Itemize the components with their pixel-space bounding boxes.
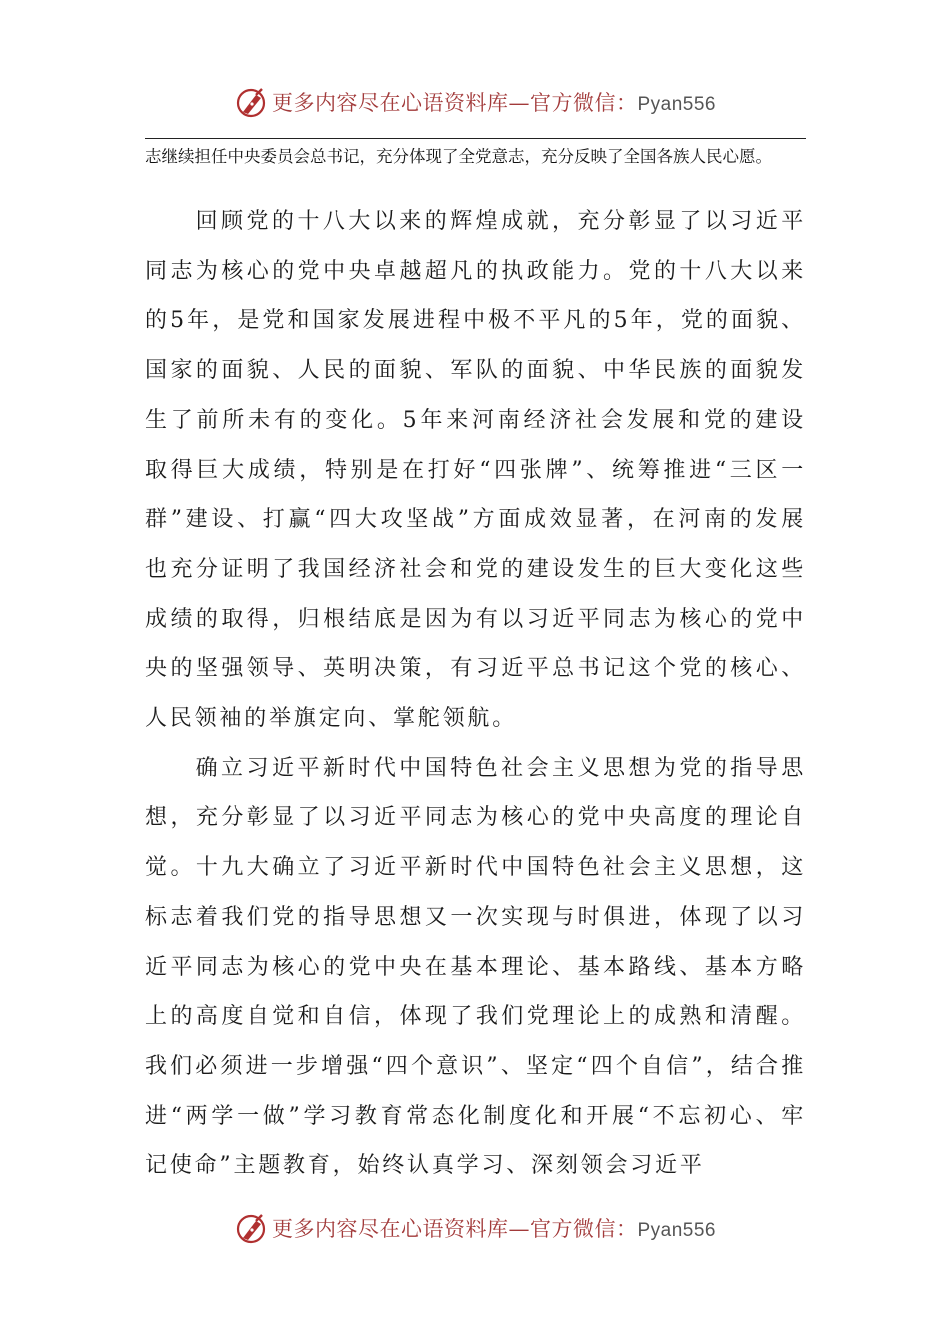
banner-wechat-id: Pyan556: [637, 94, 716, 115]
header-rule: [145, 138, 806, 139]
banner-text: 更多内容尽在心语资料库—官方微信：Pyan556: [271, 1217, 716, 1241]
lead-text: 志继续担任中央委员会总书记，充分体现了全党意志，充分反映了全国各族人民心愿。: [145, 147, 772, 166]
paragraph-2: 确立习近平新时代中国特色社会主义思想为党的指导思想，充分彰显了以习近平同志为核心的党中央高度的理论自觉。十九大确立了习近平新时代中国特色社会主义思想，这标志着我们党的指导思想又一次实现与时俱进，体现了以习近平同志为核心的党中央在基本理论、基本路线、基本方略上的高度自觉和自信，体现了我们党理论上的成熟和清醒。我们必须进一步增强“四个意识”、坚定“四个自信”，结合推进“两学一做”学习教育常态化制度化和开展“不忘初心、牢记使命”主题教育，始终认真学习、深刻领会习近平: [145, 755, 806, 1179]
banner-wechat-id: Pyan556: [637, 1220, 716, 1241]
header-banner: [0, 82, 950, 122]
pen-nib-logo-icon: [234, 1211, 268, 1245]
banner-text: 更多内容尽在心语资料库—官方微信：Pyan556: [271, 91, 716, 115]
document-body: [145, 197, 806, 1191]
pen-nib-logo-icon: [234, 85, 268, 119]
paragraph-1: 回顾党的十八大以来的辉煌成就，充分彰显了以习近平同志为核心的党中央卓越超凡的执政能力。党的十八大以来的5年，是党和国家发展进程中极不平凡的5年，党的面貌、国家的面貌、人民的面貌、军队的面貌、中华民族的面貌发生了前所未有的变化。5年来河南经济社会发展和党的建设取得巨大成绩，特别是在打好“四张牌”、统筹推进“三区一群”建设、打赢“四大攻坚战”方面成效显著，在河南的发展也充分证明了我国经济社会和党的建设发生的巨大变化这些成绩的取得，归根结底是因为有以习近平同志为核心的党中央的坚强领导、英明决策，有习近平总书记这个党的核心、人民领袖的举旗定向、掌舵领航。: [145, 209, 806, 732]
footer-banner: [0, 1208, 950, 1248]
